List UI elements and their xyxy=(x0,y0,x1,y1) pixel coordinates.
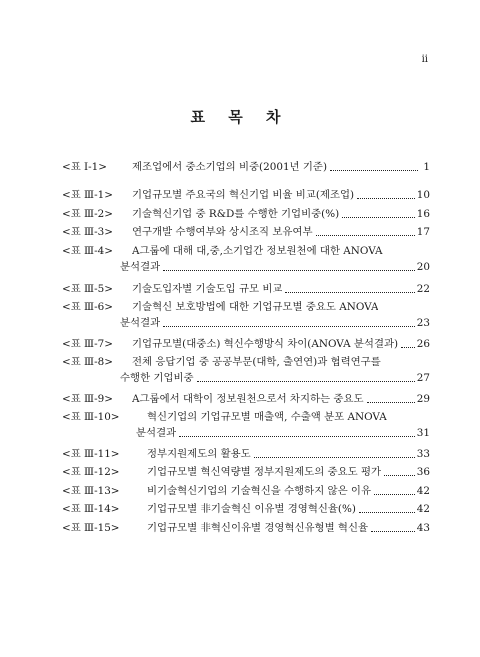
toc-entry-label: <표 Ⅲ-13> xyxy=(62,485,120,497)
toc-entry-title: 제조업에서 중소기업의 비중(2001년 기준) xyxy=(132,161,328,173)
toc-entry-page: 1 xyxy=(423,161,430,173)
toc-entry-label: <표 Ⅲ-2> xyxy=(62,208,113,220)
toc-entry[interactable] xyxy=(62,409,430,441)
toc-entry-page: 33 xyxy=(416,448,430,460)
toc-entry-page: 27 xyxy=(416,372,430,384)
toc-entry[interactable] xyxy=(62,206,430,222)
dot-leader xyxy=(401,347,415,348)
dot-leader xyxy=(330,170,418,171)
toc-entry[interactable] xyxy=(62,354,430,386)
toc-entry-title: A그룹에 대해 대,중,소기업간 정보원천에 대한 ANOVA xyxy=(132,245,383,257)
toc-entry-page: 23 xyxy=(416,317,430,329)
toc-entry[interactable] xyxy=(62,446,430,462)
page-number: ii xyxy=(421,54,428,65)
toc-entry[interactable] xyxy=(62,243,430,275)
toc-entry-label: <표 Ⅲ-11> xyxy=(62,448,120,460)
toc-entry-page: 16 xyxy=(416,208,430,220)
toc-entry-page: 36 xyxy=(416,466,430,478)
toc-entry-title-continued: 분석결과 xyxy=(120,261,161,273)
dot-leader xyxy=(163,270,415,271)
toc-entry-page: 29 xyxy=(416,393,430,405)
toc-entry-title: 기업규모별(대중소) 혁신수행방식 차이(ANOVA 분석결과) xyxy=(132,338,399,350)
toc-entry-label: <표 Ⅲ-1> xyxy=(62,189,113,201)
dot-leader xyxy=(179,436,415,437)
toc-entry[interactable] xyxy=(62,391,430,407)
toc-entry-label: <표 Ⅲ-9> xyxy=(62,393,113,405)
toc-entry-label: <표 Ⅲ-4> xyxy=(62,245,113,257)
toc-entry[interactable] xyxy=(62,187,430,203)
toc-entry-label: <표 Ⅲ-15> xyxy=(62,522,120,534)
toc-entry[interactable] xyxy=(62,224,430,240)
dot-leader xyxy=(316,235,415,236)
toc-entry[interactable] xyxy=(62,336,430,352)
toc-entry[interactable] xyxy=(62,159,430,175)
dot-leader xyxy=(374,494,415,495)
toc-entry[interactable] xyxy=(62,299,430,331)
toc-entry-title: 기업규모별 非혁신이유별 경영혁신유형별 혁신율 xyxy=(147,522,369,534)
toc-entry-title: 기업규모별 주요국의 혁신기업 비율 비교(제조업) xyxy=(132,189,355,201)
dot-leader xyxy=(342,217,415,218)
dot-leader xyxy=(254,457,415,458)
toc-entry-page: 10 xyxy=(416,189,430,201)
toc-entry-title: 기술도입자별 기술도입 규모 비교 xyxy=(132,283,283,295)
toc-entry-page: 20 xyxy=(416,261,430,273)
toc-entry[interactable] xyxy=(62,464,430,480)
toc-entry-label: <표 Ⅲ-7> xyxy=(62,338,113,350)
toc-entry-label: <표 Ⅲ-12> xyxy=(62,466,120,478)
toc-entry-page: 42 xyxy=(416,503,430,515)
toc-entry-title: 기업규모별 非기술혁신 이유별 경영혁신율(%) xyxy=(147,503,356,515)
toc-entry-label: <표 Ⅲ-3> xyxy=(62,226,113,238)
dot-leader xyxy=(359,512,415,513)
dot-leader xyxy=(371,531,415,532)
toc-entry-page: 42 xyxy=(416,485,430,497)
toc-entry-label: <표 Ⅲ-8> xyxy=(62,356,113,368)
toc-entry-title: 기업규모별 혁신역량별 정부지원제도의 중요도 평가 xyxy=(147,466,382,478)
toc-entry-title: 혁신기업의 기업규모별 매출액, 수출액 분포 ANOVA xyxy=(147,411,387,423)
toc-entry-title: 비기술혁신기업의 기술혁신을 수행하지 않은 이유 xyxy=(147,485,371,497)
toc-entry-page: 31 xyxy=(416,427,430,439)
toc-entry-label: <표 Ⅰ-1> xyxy=(62,161,107,173)
toc-entry-title: 연구개발 수행여부와 상시조직 보유여부 xyxy=(132,226,313,238)
toc-entry-title: 전체 응답기업 중 공공부문(대학, 출연연)과 협력연구를 xyxy=(132,356,381,368)
toc-entry-title: 정부지원제도의 활용도 xyxy=(147,448,251,460)
dot-leader xyxy=(197,381,415,382)
toc-entry[interactable] xyxy=(62,483,430,499)
dot-leader xyxy=(163,326,415,327)
toc-entry-title-continued: 분석결과 xyxy=(136,427,177,439)
toc-entry-page: 43 xyxy=(416,522,430,534)
toc-entry-page: 22 xyxy=(416,283,430,295)
toc-entry[interactable] xyxy=(62,520,430,536)
toc-entry-title-continued: 분석결과 xyxy=(120,317,161,329)
dot-leader xyxy=(357,198,415,199)
toc-entry[interactable] xyxy=(62,281,430,297)
dot-leader xyxy=(367,402,415,403)
toc-entry-label: <표 Ⅲ-10> xyxy=(62,411,120,423)
page-title: 표 목 차 xyxy=(190,108,290,126)
dot-leader xyxy=(285,292,414,293)
toc-entry-label: <표 Ⅲ-14> xyxy=(62,503,120,515)
toc-entry-title: A그룹에서 대학이 정보원천으로서 차지하는 중요도 xyxy=(132,393,364,405)
toc-entry[interactable] xyxy=(62,501,430,517)
toc-entry-label: <표 Ⅲ-5> xyxy=(62,283,113,295)
toc-entry-title: 기술혁신 보호방법에 대한 기업규모별 중요도 ANOVA xyxy=(132,301,379,313)
toc-entry-page: 26 xyxy=(416,338,430,350)
dot-leader xyxy=(384,475,415,476)
toc-entry-label: <표 Ⅲ-6> xyxy=(62,301,113,313)
toc-entry-title-continued: 수행한 기업비중 xyxy=(120,372,194,384)
toc-entry-title: 기술혁신기업 중 R&D를 수행한 기업비중(%) xyxy=(132,208,340,220)
toc-entry-page: 17 xyxy=(416,226,430,238)
